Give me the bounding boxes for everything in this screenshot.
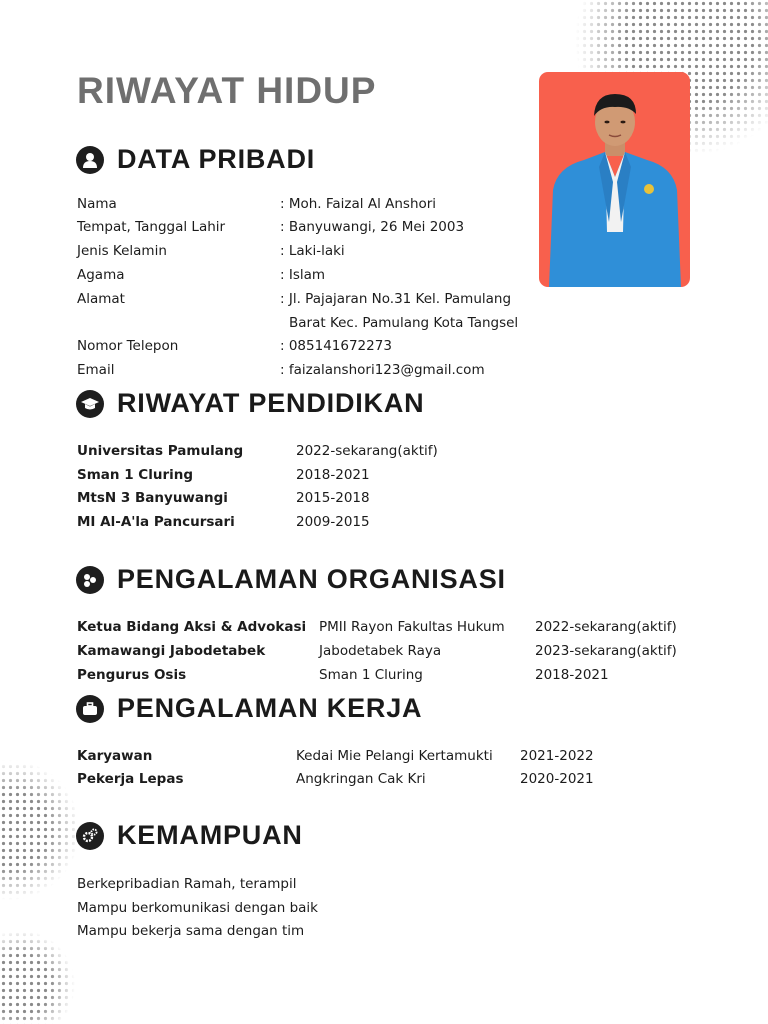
person-icon: [76, 146, 104, 174]
info-label: Jenis Kelamin: [77, 243, 167, 259]
org-role: Kamawangi Jabodetabek: [77, 643, 266, 659]
school-years: 2009-2015: [296, 514, 370, 530]
school-years: 2018-2021: [296, 467, 370, 483]
work-years: 2020-2021: [520, 771, 594, 787]
school-name: MtsN 3 Banyuwangi: [77, 490, 228, 506]
info-label: Alamat: [77, 291, 125, 307]
profile-photo: [539, 72, 690, 287]
school-years: 2015-2018: [296, 490, 370, 506]
page-title: RIWAYAT HIDUP: [77, 70, 377, 111]
org-years: 2023-sekarang(aktif): [535, 643, 677, 659]
school-years: 2022-sekarang(aktif): [296, 443, 438, 459]
org-years: 2022-sekarang(aktif): [535, 619, 677, 635]
org-role: Pengurus Osis: [77, 667, 187, 683]
info-value: : Islam: [280, 267, 326, 283]
section-riwayat-pendidikan: [76, 388, 424, 419]
section-heading: DATA PRIBADI: [117, 144, 316, 174]
info-value: : faizalanshori123@gmail.com: [280, 362, 485, 378]
info-label: Nomor Telepon: [77, 338, 179, 354]
section-kemampuan: [76, 820, 303, 851]
section-heading: KEMAMPUAN: [117, 820, 303, 850]
info-value: : Banyuwangi, 26 Mei 2003: [280, 219, 465, 235]
work-place: Angkringan Cak Kri: [296, 771, 426, 787]
section-heading: PENGALAMAN KERJA: [117, 693, 423, 723]
info-value-continued: Barat Kec. Pamulang Kota Tangsel: [289, 315, 519, 331]
section-pengalaman-kerja: [76, 693, 422, 724]
section-heading: RIWAYAT PENDIDIKAN: [117, 388, 425, 418]
org-years: 2018-2021: [535, 667, 609, 683]
work-job: Pekerja Lepas: [77, 771, 184, 787]
school-name: Sman 1 Cluring: [77, 467, 194, 483]
work-job: Karyawan: [77, 748, 153, 764]
skill-item: Berkepribadian Ramah, terampil: [77, 876, 297, 892]
skill-item: Mampu bekerja sama dengan tim: [77, 923, 305, 939]
org-name: Sman 1 Cluring: [319, 667, 423, 683]
info-value: : Laki-laki: [280, 243, 345, 259]
org-role: Ketua Bidang Aksi & Advokasi: [77, 619, 307, 635]
info-value: : Jl. Pajajaran No.31 Kel. Pamulang: [280, 291, 512, 307]
section-pengalaman-organisasi: [76, 564, 506, 595]
work-place: Kedai Mie Pelangi Kertamukti: [296, 748, 493, 764]
gears-icon: [76, 822, 104, 850]
work-years: 2021-2022: [520, 748, 594, 764]
group-icon: [76, 566, 104, 594]
info-label: Agama: [77, 267, 125, 283]
org-name: PMII Rayon Fakultas Hukum: [319, 619, 505, 635]
school-name: MI Al-A'la Pancursari: [77, 514, 235, 530]
graduation-cap-icon: [76, 390, 104, 418]
org-name: Jabodetabek Raya: [319, 643, 442, 659]
school-name: Universitas Pamulang: [77, 443, 244, 459]
info-label: Nama: [77, 196, 117, 212]
info-value: : Moh. Faizal Al Anshori: [280, 196, 437, 212]
section-data-pribadi: [76, 144, 315, 175]
info-label: Email: [77, 362, 115, 378]
skill-item: Mampu berkomunikasi dengan baik: [77, 900, 318, 916]
info-value: : 085141672273: [280, 338, 392, 354]
section-heading: PENGALAMAN ORGANISASI: [117, 564, 506, 594]
briefcase-icon: [76, 695, 104, 723]
info-label: Tempat, Tanggal Lahir: [77, 219, 226, 235]
